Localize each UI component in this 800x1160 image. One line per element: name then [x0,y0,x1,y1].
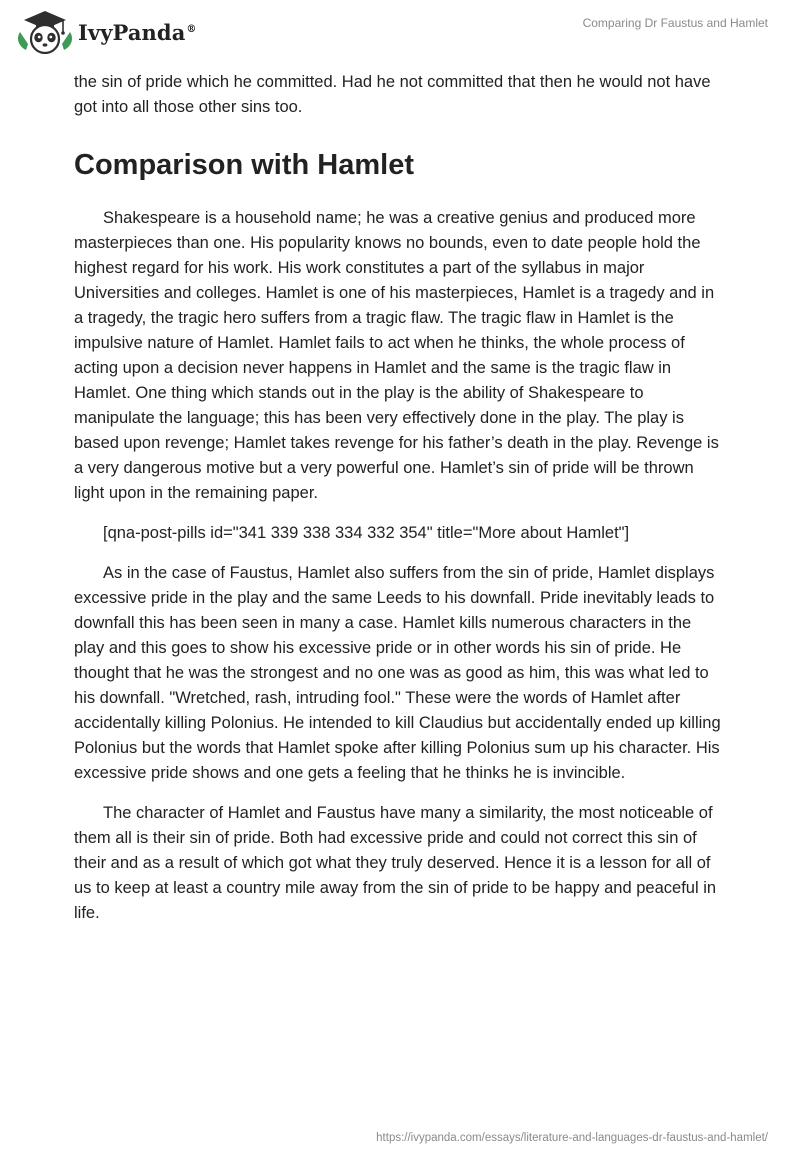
article-body [74,70,726,941]
brand-name: IvyPanda® [78,19,197,45]
paragraph: As in the case of Faustus, Hamlet also suffers from the sin of pride, Hamlet displays excessive pride in the play and the same Leeds to his downfall. Pride inevitably leads to downfall this has been seen in many a case. Hamlet kills numerous characters in the play and this goes to show his excessive pride or in other words his sin of pride. He thought that he was the strongest and no one was as good as him, this was what led to his downfall. "Wretched, rash, intruding fool." These were the words of Hamlet after accidentally killing Polonius. He intended to kill Claudius but accidentally ended up killing Polonius but the words that Hamlet spoke after killing Polonius sum up his character. His excessive pride shows and one gets a feeling that he thinks he is invincible. [74,564,721,782]
lead-paragraph: the sin of pride which he committed. Had he not committed that then he would not have got into all those other sins too. [74,73,711,116]
source-url[interactable]: https://ivypanda.com/essays/literature-and-languages-dr-faustus-and-hamlet/ [376,1132,768,1144]
brand-registered-mark: ® [186,23,197,35]
brand-logo[interactable] [14,8,197,54]
page-header [0,0,800,60]
section-heading: Comparison with Hamlet [74,149,414,181]
panda-graduation-cap-icon [14,8,76,54]
shortcode-placeholder: [qna-post-pills id="341 339 338 334 332 354" title="More about Hamlet"] [103,524,630,542]
paragraph: Shakespeare is a household name; he was a creative genius and produced more masterpieces than one. His popularity knows no bounds, even to date people hold the highest regard for his work. His work constitutes a part of the syllabus in major Universities and colleges. Hamlet is one of his masterpieces, Hamlet is a tragedy and in a tragedy, the tragic hero suffers from a tragic flaw. The tragic flaw in Hamlet is the impulsive nature of Hamlet. Hamlet fails to act when he thinks, the whole process of acting upon a decision never happens in Hamlet and the same is the tragic flaw in Hamlet. One thing which stands out in the play is the ability of Shakespeare to manipulate the language; this has been very effectively done in the play. The play is based upon revenge; Hamlet takes revenge for his father’s death in the play. Revenge is a very dangerous motive but a very powerful one. Hamlet’s sin of pride will be thrown light upon in the remaining paper. [74,209,719,502]
document-title: Comparing Dr Faustus and Hamlet [582,16,768,30]
paragraph: The character of Hamlet and Faustus have many a similarity, the most noticeable of them all is their sin of pride. Both had excessive pride and could not correct this sin of their and as a result of which got what they truly deserved. Hence it is a lesson for all of us to keep at least a country mile away from the sin of pride to be happy and peaceful in life. [74,804,717,922]
